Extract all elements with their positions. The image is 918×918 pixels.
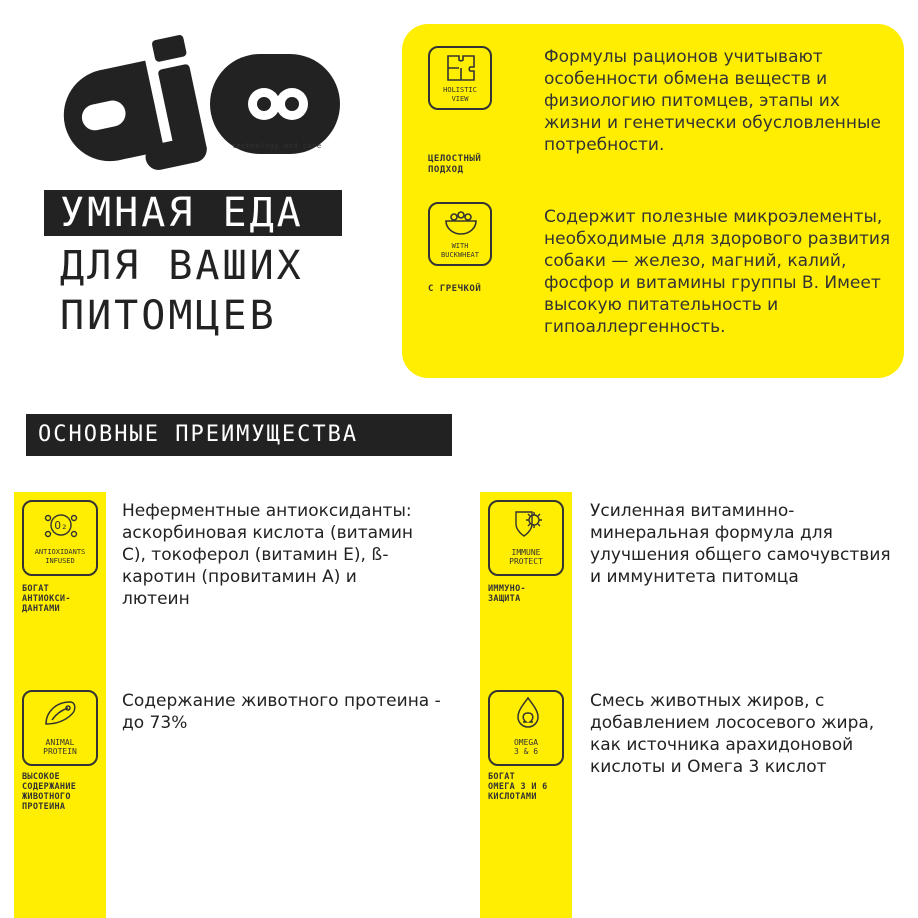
icon-caption: PROTEIN — [43, 747, 77, 756]
feature-label: С ГРЕЧКОЙ — [428, 284, 482, 294]
icon-caption: ANTIOXIDANTS — [34, 548, 86, 556]
animal-protein-text: Содержание животного протеина - до 73% — [122, 691, 441, 733]
icon-caption: 3 & 6 — [513, 747, 539, 756]
icon-caption: PROTECT — [509, 557, 543, 566]
immune-text: Усиленная витаминно-минеральная формула для улучшения общего самочувствия и иммунитета питомца — [590, 501, 891, 587]
omega-text: Смесь животных жиров, с добавлением лососевого жира, как источника арахидоновой кислоты и Омега 3 кислот — [590, 691, 875, 777]
feature-holistic-text: Формулы рационов учитывают особенности обмена веществ и физиологию питомцев, этапы их жизни и генетически обусловленные потребности. — [544, 47, 881, 155]
feature-buckwheat-text: Содержит полезные микроэлементы, необходимые для здорового развития собаки — железо, магний, калий, фосфор и витамины группы B. Имеет высокую питательность и гипоаллергенность. — [544, 207, 891, 337]
puzzle-icon — [446, 54, 476, 82]
antioxidants-badge — [22, 500, 98, 576]
immune-badge — [488, 500, 564, 576]
meat-icon — [42, 698, 80, 730]
icon-caption: WITH — [451, 242, 469, 250]
bowl-icon — [444, 210, 478, 236]
holistic-view-badge — [428, 46, 492, 110]
icon-caption: VIEW — [451, 95, 469, 103]
icon-caption: ANIMAL — [45, 738, 75, 747]
svg-text:O₂: O₂ — [54, 519, 68, 532]
icon-caption: OMEGA — [513, 738, 539, 747]
brand-tagline: technology and care — [232, 142, 322, 150]
icon-caption: BUCKWHEAT — [441, 251, 479, 259]
antioxidants-label: БОГАТ АНТИОКСИ- ДАНТАМИ — [22, 584, 71, 614]
icon-caption: HOLISTIC — [443, 86, 477, 94]
drop-omega-icon — [512, 696, 544, 730]
icon-caption: INFUSED — [45, 557, 75, 565]
immune-label: ИММУНО- ЗАЩИТА — [488, 584, 526, 604]
omega-label: БОГАТ ОМЕГА 3 И 6 КИСЛОТАМИ — [488, 772, 548, 802]
features-panel — [402, 24, 904, 378]
buckwheat-badge — [428, 202, 492, 266]
animal-protein-badge — [22, 690, 98, 766]
icon-caption: IMMUNE — [511, 548, 541, 557]
headline-line-3: ПИТОМЦЕВ — [60, 293, 277, 339]
o2-molecule-icon — [44, 508, 78, 542]
feature-label: ЦЕЛОСТНЫЙ ПОДХОД — [428, 154, 482, 175]
omega-badge — [488, 690, 564, 766]
shield-virus-icon — [510, 506, 546, 542]
headline-line-1: УМНАЯ ЕДА — [44, 190, 342, 236]
animal-protein-label: ВЫСОКОЕ СОДЕРЖАНИЕ ЖИВОТНОГО ПРОТЕИНА — [22, 772, 77, 812]
section-title: ОСНОВНЫЕ ПРЕИМУЩЕСТВА — [26, 414, 452, 456]
headline-line-2: ДЛЯ ВАШИХ — [60, 243, 304, 289]
antioxidants-text: Неферментные антиоксиданты: аскорбиновая кислота (витамин С), токоферол (витамин Е), ß-каротин (провитамин А) и лютеин — [122, 501, 414, 609]
